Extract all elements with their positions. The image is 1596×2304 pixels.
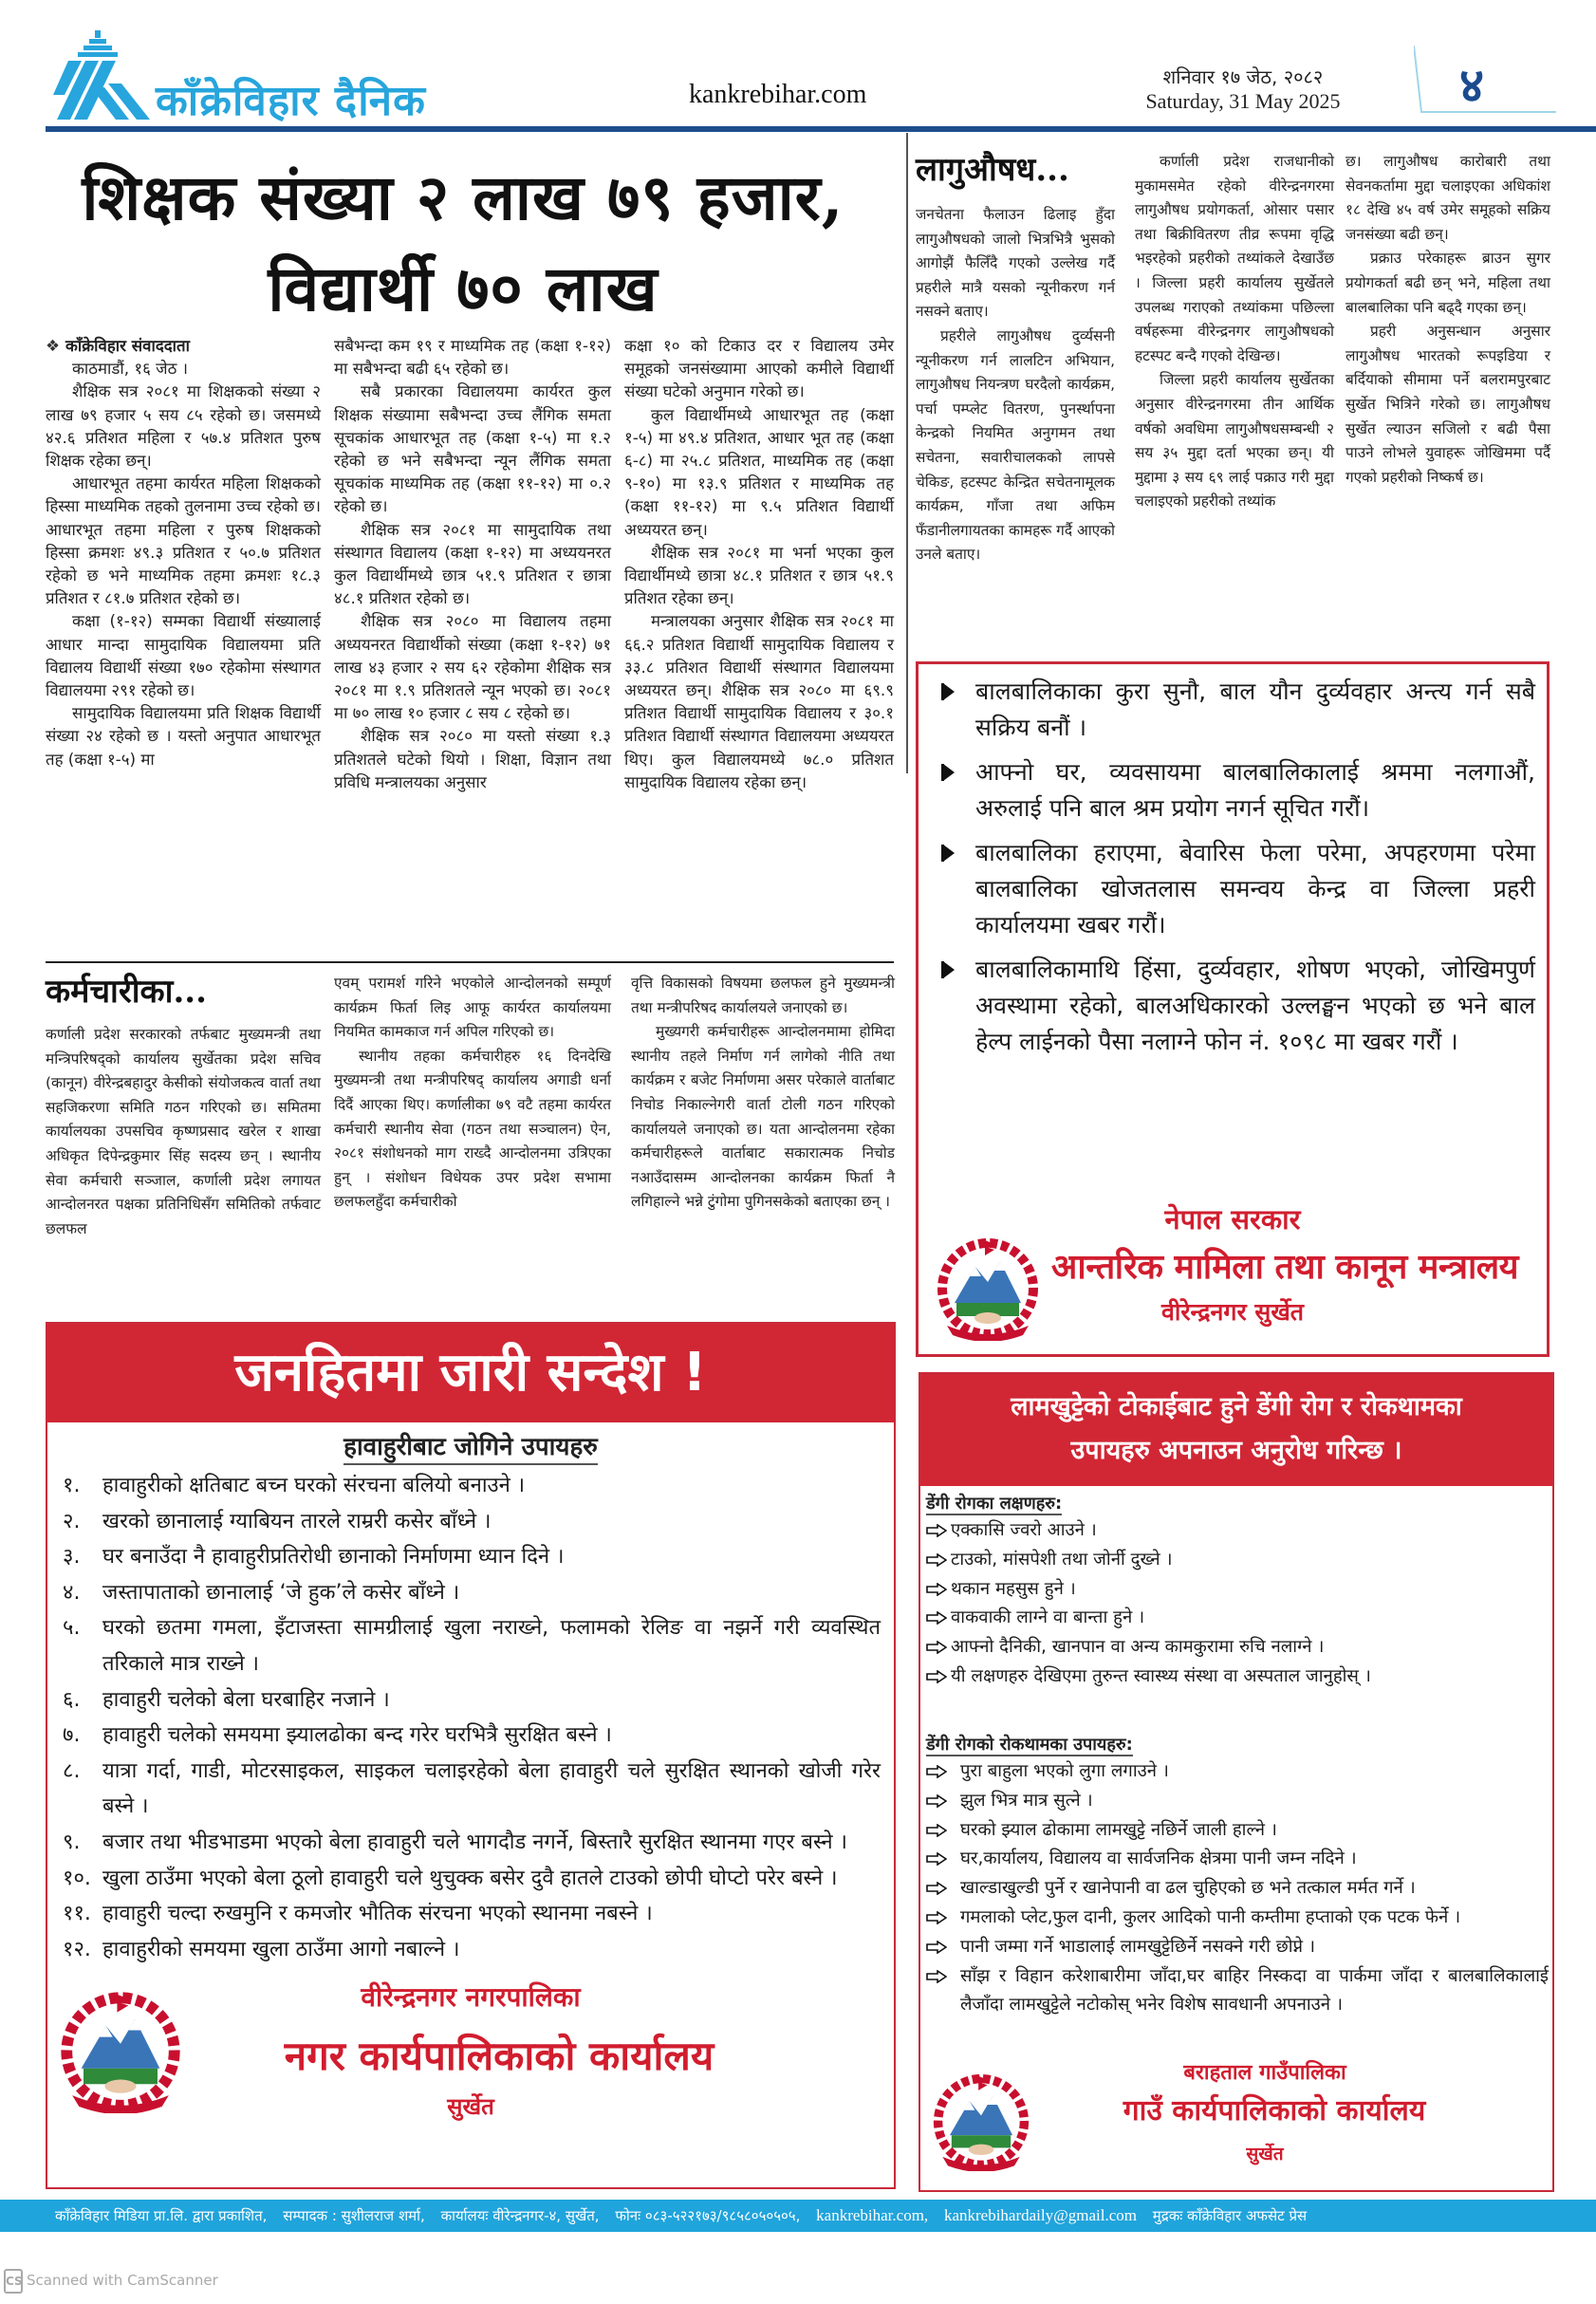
headline-line-2: विद्यार्थी ७० लाख [268,251,659,325]
list-item: बालबालिकामाथि हिंसा, दुर्व्यवहार, शोषण भएको, जोखिमपुर्ण अवस्थामा रहेको, बालअधिकारको उल्लङ्घन भएको छ भने बाल हेल्प लाईनको पैसा नलाग्ने फोन नं. १०९८ मा खबर गरौं । [937,952,1535,1060]
list-item: पुरा बाहुला भएको लुगा लगाउने । [926,1757,1549,1787]
issuer-line-1: बराहताल गाउँपालिका [1183,2061,1346,2085]
paragraph: कर्णाली प्रदेश सरकारको तर्फबाट मुख्यमन्त्री तथा मन्त्रिपरिषद्को कार्यालय सुर्खेतका प्रदेश सचिव (कानून) वीरेन्द्रबहादुर केसीको संयोजकत्व वार्ता तथा सहजिकरणा समिति गठन गरिएको छ। समितमा कार्यालयका उपसचिव कृष्णप्रसाद खरेल र शाखा अधिकृत दिपेन्द्रकुमार सिंह सदस्य छन् । स्थानीय सेवा कर्मचारी सञ्जाल, कर्णाली प्रदेश लगायत आन्दोलनरत पक्षका प्रतिनिधिसँग समितिको तर्फवाट छलफल [46,1026,321,1237]
list-item: वाकवाकी लाग्ने वा बान्ता हुने । [926,1604,1549,1633]
issuer-line-3: सुर्खेत [447,2093,494,2120]
list-item: यी लक्षणहरु देखिएमा तुरुन्त स्वास्थ्य संस्था वा अस्पताल जानुहोस् । [926,1663,1549,1692]
paragraph: छ। लागुऔषध कारोबारी तथा सेवनकर्तामा मुद्दा चलाइएका अधिकांश १८ देखि ४५ वर्ष उमेर समूहको सक्रिय जनसंख्या बढी छन्। [1345,153,1550,243]
paragraph: शैक्षिक सत्र २०८१ मा शिक्षकको संख्या २ लाख ७९ हजार ५ सय ८५ रहेको छ। जसमध्ये ४२.६ प्रतिशत महिला र ५७.४ प्रतिशत पुरुष शिक्षक रहेका छन्। [46,381,321,471]
list-item: ६. हावाहुरी चलेको बेला घरबाहिर नजाने । [63,1687,390,1712]
paragraph: शैक्षिक सत्र २०८१ मा सामुदायिक तथा संस्थागत विद्यालय (कक्षा १-१२) मा अध्ययनरत कुल विद्यार्थीमध्ये छात्र ५१.९ प्रतिशत र छात्रा ४८.१ प्रतिशत रहेको छ। [334,519,611,608]
camscanner-logo-icon: CS [4,2269,23,2294]
arrow-right-icon [926,1583,947,1596]
paragraph: कक्षा १० को टिकाउ दर र विद्यालय उमेर समूहको जनसंख्यामा आएको कमीले विद्यार्थी संख्या घटेको अनुमान गरेको छ। [624,336,894,401]
lead-story-column-1 [46,334,321,771]
issue-date [1120,65,1366,114]
date-nepali: शनिवार १७ जेठ, २०८२ [1162,65,1324,88]
footer-phone: फोनः ०८३-५२२१७३/९८५८०५०५०५, [615,2207,801,2224]
column-divider [906,133,908,773]
paragraph: शैक्षिक सत्र २०८० मा विद्यालय तहमा अध्ययनरत विद्यार्थीको संख्या (कक्षा १-१२) ७१ लाख ४३ हजार २ सय ६२ रहेकोमा शैक्षिक सत्र २०८१ मा १.९ प्रतिशतले न्यून भएको छ। २०८१ मा ७० लाख १० हजार ८ सय ८ रहेको छ। [334,611,611,723]
list-item: १०. खुला ठाउँमा भएको बेला ठूलो हावाहुरी चले थुचुक्क बसेर दुवै हातले टाउको छोपी घोप्टो परेर बस्ने । [63,1866,838,1890]
paragraph: कक्षा (१-१२) सम्मका विद्यार्थी संख्यालाई आधार मान्दा सामुदायिक विद्यालयमा प्रति विद्यालय विद्यार्थी संख्या १७० रहेकोमा संस्थागत विद्यालयमा २९१ रहेको छ। [46,611,321,700]
list-item: झुल भित्र मात्र सुत्ने । [926,1787,1549,1816]
prevention-list [926,1757,1549,2020]
lead-story-column-3 [624,334,894,793]
list-item: गमलाको प्लेट,फुल दानी, कुलर आदिको पानी कम्तीमा हप्ताको एक पटक फेर्ने । [926,1904,1549,1933]
watermark-text: Scanned with CamScanner [27,2272,218,2289]
list-item: १. हावाहुरीको क्षतिबाट बच्न घरको संरचना बलियो बनाउने । [63,1474,526,1497]
bullet-arrow-icon [941,683,956,700]
paragraph: सामुदायिक विद्यालयमा प्रति शिक्षक विद्यार्थी संख्या २४ रहेको छ । यस्तो अनुपात आधारभूत तह (कक्षा १-५) मा [46,703,321,769]
list-item: घरको झ्याल ढोकामा लामखुट्टे नछिर्ने जाली हाल्ने । [926,1816,1549,1846]
lead-headline [46,152,881,334]
banner-line-1: लामखुट्टेको टोकाईबाट हुने डेंगी रोग र रोकथामका [1011,1392,1462,1421]
arrow-right-icon [926,1824,947,1837]
masthead [0,0,1596,133]
arrow-right-icon [926,1911,947,1924]
list-item: टाउको, मांसपेशी तथा जोर्नी दुख्ने । [926,1546,1549,1575]
ministry-signature [919,1200,1547,1352]
paragraph: जिल्ला प्रहरी कार्यालय सुर्खेतका अनुसार वीरेन्द्रनगरमा तीन आर्थिक वर्षको अवधिमा लागुऔषधसम्बन्धी २ सय ३५ मुद्दा दर्ता भएका छन्। यी मुद्दामा ३ सय ६९ लाई पक्राउ गरी मुद्दा चलाइएको प्रहरीको तथ्यांक [1135,371,1334,511]
karmachari-column-3 [631,972,895,1215]
issuer-line-1: नेपाल सरकार [1164,1203,1301,1236]
list-item: ४. जस्तापाताको छानालाई ‘जे हुक’ले कसेर बाँध्ने । [63,1580,460,1605]
byline: ❖ काँक्रेविहार संवाददाता [46,336,190,355]
child-protection-notice [916,661,1550,1357]
storm-notice-banner: जनहितमा जारी सन्देश ! [47,1324,894,1422]
dengue-prevention-notice [919,1372,1554,2192]
drugs-jump-head: लागुऔषध... [916,151,1069,189]
paragraph: प्रहरीले लागुऔषध दुर्व्यसनी न्यूनीकरण गर्न लालटिन अभियान, लागुऔषध नियन्त्रण घरदैलो कार्यक्रम, पर्चा पम्प्लेट वितरण, पुनर्स्थापना केन्द्रको नियमित अनुगमन तथा सचेतना, सवारीचालकको लापसे चेकिङ, हटस्पट केन्द्रित सचेतनामूलक कार्यक्रम, गाँजा तथा अफिम फँडानीलगायतका कामहरू गर्दै आएको उनले बताए। [916,326,1115,564]
paragraph: सबै प्रकारका विद्यालयमा कार्यरत कुल शिक्षक संख्यामा सबैभन्दा उच्च लैंगिक समता सूचकांक आधारभूत तह (कक्षा १-५) मा १.२ रहेको छ भने सबैभन्दा न्यून लैंगिक समता सूचकांक माध्यमिक तह (कक्षा ११-१२) मा ०.२ रहेको छ। [334,381,611,516]
page-number-box [1414,44,1556,120]
karmachari-jump-head: कर्मचारीका... [46,973,207,1011]
drugs-column-2 [1135,150,1334,514]
karmachari-column-2 [334,972,611,1215]
list-item: खाल्डाखुल्डी पुर्ने र खानेपानी वा ढल चुहिएको छ भने तत्काल मर्मत गर्ने । [926,1874,1549,1904]
child-protection-list [937,674,1535,1068]
arrow-right-icon [926,1765,947,1778]
arrow-right-icon [926,1794,947,1808]
list-item: २. खरको छानालाई ग्याबियन तारले राम्ररी कसेर बाँध्ने । [63,1509,492,1533]
paragraph: प्रहरी अनुसन्धान अनुसार लागुऔषध भारतको रूपइडिया र बर्दियाको सीमामा पर्ने बलरामपुरबाट सुर्खेत भित्रिने गरेको छ। लागुऔषध सुर्खेत ल्याउन सजिलो र बढी पैसा पाउने लोभले युवाहरू जोखिममा पर्दै गएको प्रहरीको निष्कर्ष छ। [1345,323,1550,486]
list-item: थकान महसुस हुने । [926,1575,1549,1605]
paragraph: जनचेतना फैलाउन ढिलाइ हुँदा लागुऔषधको जालो भित्रभित्रै भुसको आगोझैं फैलिँदै गएको उल्लेख गर्दै प्रहरीले मात्रै यसको न्यूनीकरण गर्न नसक्ने बताए। [916,206,1115,321]
arrow-right-icon [926,1941,947,1954]
paragraph: शैक्षिक सत्र २०८० मा यस्तो संख्या १.३ प्रतिशतले घटेको थियो । शिक्षा, विज्ञान तथा प्रविधि मन्त्रालयका अनुसार [334,726,611,791]
list-item: ३. घर बनाउँदा नै हावाहुरीप्रतिरोधी छानाको निर्माणमा ध्यान दिने । [63,1545,565,1570]
dateline: काठमाडौं, १६ जेठ । [72,359,189,379]
date-english: Saturday, 31 May 2025 [1145,89,1341,113]
issuer-line-3: सुर्खेत [1246,2144,1284,2165]
storm-tips-list [63,1468,881,1967]
banner-line-2: उपायहरु अपनाउन अनुरोध गरिन्छ । [1070,1436,1402,1465]
list-item: १२. हावाहुरीको समयमा खुला ठाउँमा आगो नबाल्ने । [63,1937,460,1961]
paragraph: स्थानीय तहका कर्मचारीहरु १६ दिनदेखि मुख्यमन्त्री तथा मन्त्रीपरिषद् कार्यालय अगाडी धर्ना दिदैं आएका थिए। कर्णालीका ७९ वटै तहमा कार्यरत कर्मचारी स्थानीय सेवा (गठन तथा सञ्चालन) ऐन, २०८१ संशोधनको माग राख्दै आन्दोलनमा उत्रिएका हुन् । संशोधन विधेयक उपर प्रदेश सभामा छलफलहुँदा कर्मचारीको [334,1047,611,1211]
symptoms-heading: डेंगी रोगका लक्षणहरु: [926,1494,1063,1514]
arrow-right-icon [926,1670,947,1683]
footer-office: कार्यालयः वीरेन्द्रनगर-४, सुर्खेत, [440,2207,600,2224]
paragraph: शैक्षिक सत्र २०८१ मा भर्ना भएका कुल विद्यार्थीमध्ये छात्रा ४८.१ प्रतिशत र छात्र ५१.९ प्रतिशत रहेका छन्। [624,542,894,608]
symptoms-list [926,1516,1549,1692]
arrow-right-icon [926,1611,947,1625]
diamond-bullet-icon: ❖ [46,336,61,355]
list-item: बालबालिका हराएमा, बेवारिस फेला परेमा, अपहरणमा परेमा बालबालिका खोजतलास समन्वय केन्द्र वा जिल्ला प्रहरी कार्यालयमा खबर गरौं। [937,835,1535,943]
bullet-arrow-icon [941,961,956,978]
lead-story-column-2 [334,334,611,793]
arrow-right-icon [926,1553,947,1567]
footer-editor: सम्पादक : सुशीलराज शर्मा, [283,2207,425,2224]
section-divider [46,961,894,963]
paragraph: मन्त्रालयका अनुसार शैक्षिक सत्र २०८१ मा ६६.२ प्रतिशत विद्यार्थी सामुदायिक विद्यालय र ३३.८ प्रतिशत विद्यार्थी संस्थागत विद्यालयमा अध्ययरत छन्। शैक्षिक सत्र २०८० मा ६९.९ प्रतिशत विद्यार्थी सामुदायिक विद्यालय र ३०.१ प्रतिशत विद्यार्थी संस्थागत विद्यालयमा अध्ययरत थिए। कुल विद्यालयमध्ये ७८.० प्रतिशत सामुदायिक विद्यालय रहेका छन्। [624,611,894,791]
prevention-heading: डेंगी रोगको रोकथामका उपायहरु: [926,1735,1133,1755]
municipality-signature [47,1979,894,2187]
list-item: ७. हावाहुरी चलेको समयमा झ्यालढोका बन्द गरेर घरभित्रै सुरक्षित बस्ने । [63,1723,612,1748]
headline-line-1: शिक्षक संख्या २ लाख ७९ हजार, [82,160,844,234]
footer-email-link[interactable]: kankrebihardaily@gmail.com [943,2206,1138,2224]
camscanner-watermark [4,2264,218,2296]
list-item: ५. घरको छतमा गमला, इँटाजस्ता सामग्रीलाई खुला नराख्ने, फलामको रेलिङ वा नझर्ने गरी व्यवस्थित तरिकाले मात्र राख्ने । [63,1616,881,1676]
list-item: ११. हावाहुरी चल्दा रुखमुनि र कमजोर भौतिक संरचना भएको स्थानमा नबस्ने । [63,1902,653,1926]
paragraph: प्रक्राउ परेकाहरू ब्राउन सुगर प्रयोगकर्ता बढी छन् भने, महिला तथा बालबालिका पनि बढ्दै गएका छन्। [1345,250,1550,316]
issuer-line-1: वीरेन्द्रनगर नगरपालिका [361,1981,581,2013]
paragraph: आधारभूत तहमा कार्यरत महिला शिक्षकको हिस्सा माध्यमिक तहको तुलनामा उच्च रहेको छ। आधारभूत तहमा महिला र पुरुष शिक्षकको हिस्सा क्रमशः ४९.३ प्रतिशत र ५०.७ प्रतिशत रहेको छ भने माध्यमिक तहमा क्रमशः १८.३ प्रतिशत र ८१.७ प्रतिशत रहेको छ। [46,474,321,608]
newspaper-name: काँक्रेविहार दैनिक [156,77,426,125]
karmachari-column-1 [46,1023,321,1241]
dengue-notice-banner [920,1374,1552,1486]
issuer-line-2: नगर कार्यपालिकाको कार्यालय [284,2033,714,2079]
arrow-right-icon [926,1852,947,1866]
paragraph: कुल विद्यार्थीमध्ये आधारभूत तह (कक्षा १-५) मा ४९.४ प्रतिशत, आधार भूत तह (कक्षा ६-८) मा २५.८ प्रतिशत, माध्यमिक तह (कक्षा ९-१०) मा १३.९ प्रतिशत र माध्यमिक तह (कक्षा ११-१२) मा ९.५ प्रतिशत विद्यार्थी अध्ययरत छन्। [624,404,894,539]
list-item: साँझ र विहान करेशाबारीमा जाँदा,घर बाहिर निस्कदा वा पार्कमा जाँदा र बालबालिकालाई लैजाँदा लामखुट्टेले नटोकोस् भनेर विशेष सावधानी अपनाउने । [926,1962,1549,2021]
arrow-right-icon [926,1970,947,1983]
storm-safety-notice [46,1322,896,2189]
list-item: बालबालिकाका कुरा सुनौ, बाल यौन दुर्व्यवहार अन्त्य गर्न सबै सक्रिय बनौं । [937,674,1535,746]
paragraph: एवम् परामर्श गरिने भएकोले आन्दोलनको सम्पूर्ण कार्यक्रम फिर्ता लिइ आफू कार्यरत कार्यालयमा नियमित कामकाज गर्न अपिल गरिएको छ। [334,975,611,1041]
list-item: आफ्नो घर, व्यवसायमा बालबालिकालाई श्रममा नलगाऔं, अरुलाई पनि बाल श्रम प्रयोग नगर्न सूचित गरौं। [937,754,1535,827]
page-number: ४ [1459,58,1484,113]
paragraph: मुख्यगरी कर्मचारीहरू आन्दोलनमामा होमिदा स्थानीय तहले निर्माण गर्न लागेको नीति तथा कार्यक्रम र बजेट निर्माणमा असर परेकाले वार्ताबाट निचोड निकाल्नेगरी वार्ता टोली गठन गरिएको कार्यालयले जनाएको छ। यता आन्दोलनमा रहेका कर्मचारीहरूले वार्ताबाट सकारात्मक निचोड नआउँदासम्म आन्दोलनका कार्यक्रम फिर्ता नै लगिहाल्ने भन्ने टुंगोमा पुगिनसकेको बताएका छन् । [631,1023,895,1211]
footer-publisher: काँक्रेविहार मिडिया प्रा.लि. द्वारा प्रकाशित, [55,2207,268,2224]
drugs-column-3 [1345,150,1550,490]
bullet-arrow-icon [941,764,956,781]
list-item: घर,कार्यालय, विद्यालय वा सार्वजनिक क्षेत्रमा पानी जम्न नदिने । [926,1845,1549,1874]
issuer-line-2: आन्तरिक मामिला तथा कानून मन्त्रालय [1050,1248,1519,1287]
bullet-arrow-icon [941,845,956,862]
arrow-right-icon [926,1641,947,1654]
footer-website-link[interactable]: kankrebihar.com, [816,2206,929,2224]
publisher-footer [0,2200,1596,2232]
paragraph: कर्णाली प्रदेश राजधानीको मुकामसमेत रहेको वीरेन्द्रनगरमा लागुऔषध प्रयोगकर्ता, ओसार पसार तथा बिक्रीवितरण तीव्र रूपमा वृद्धि भइरहेको प्रहरीको तथ्यांकले देखाउँछ । जिल्ला प्रहरी कार्यालय सुर्खेतले उपलब्ध गराएको तथ्यांकमा पछिल्ला वर्षहरूमा वीरेन्द्रनगर लागुऔषधको हटस्पट बन्दै गएको देखिन्छ। [1135,153,1334,364]
paragraph: वृत्ति विकासको विषयमा छलफल हुने मुख्यमन्त्री तथा मन्त्रीपरिषद कार्यालयले जनाएको छ। [631,975,895,1016]
masthead-rule [46,126,1596,132]
list-item: एक्कासि ज्वरो आउने । [926,1516,1549,1546]
arrow-right-icon [926,1524,947,1537]
footer-printer: मुद्रकः काँक्रेविहार अफसेट प्रेस [1152,2207,1308,2224]
page-corner-frame-icon [1414,44,1556,120]
newspaper-logo[interactable] [53,28,452,127]
storm-notice-subtitle: हावाहुरीबाट जोगिने उपायहरु [47,1428,894,1462]
list-item: ८. यात्रा गर्दा, गाडी, मोटरसाइकल, साइकल चलाइरहेको बेला हावाहुरी चले सुरक्षित स्थानको खोजी गरेर बस्ने । [63,1758,881,1819]
temple-k-logo-icon [53,28,152,127]
list-item: ९. बजार तथा भीडभाडमा भएको बेला हावाहुरी चले भागदौड नगर्ने, बिस्तारै सुरक्षित स्थानमा गएर बस्ने । [63,1830,847,1854]
arrow-right-icon [926,1882,947,1895]
drugs-column-1 [916,203,1115,567]
issuer-line-2: गाउँ कार्यपालिकाको कार्यालय [1123,2094,1426,2127]
issuer-line-3: वीरेन्द्रनगर सुर्खेत [1160,1298,1305,1326]
site-url-link[interactable]: kankrebihar.com [689,80,867,109]
paragraph: सबैभन्दा कम १९ र माध्यमिक तह (कक्षा १-१२) मा सबैभन्दा बढी ६५ रहेको छ। [334,336,611,379]
list-item: आफ्नो दैनिकी, खानपान वा अन्य कामकुरामा रुचि नलाग्ने । [926,1633,1549,1663]
list-item: पानी जम्मा गर्ने भाडालाई लामखुट्टेछिर्ने नसक्ने गरी छोप्ने । [926,1933,1549,1962]
